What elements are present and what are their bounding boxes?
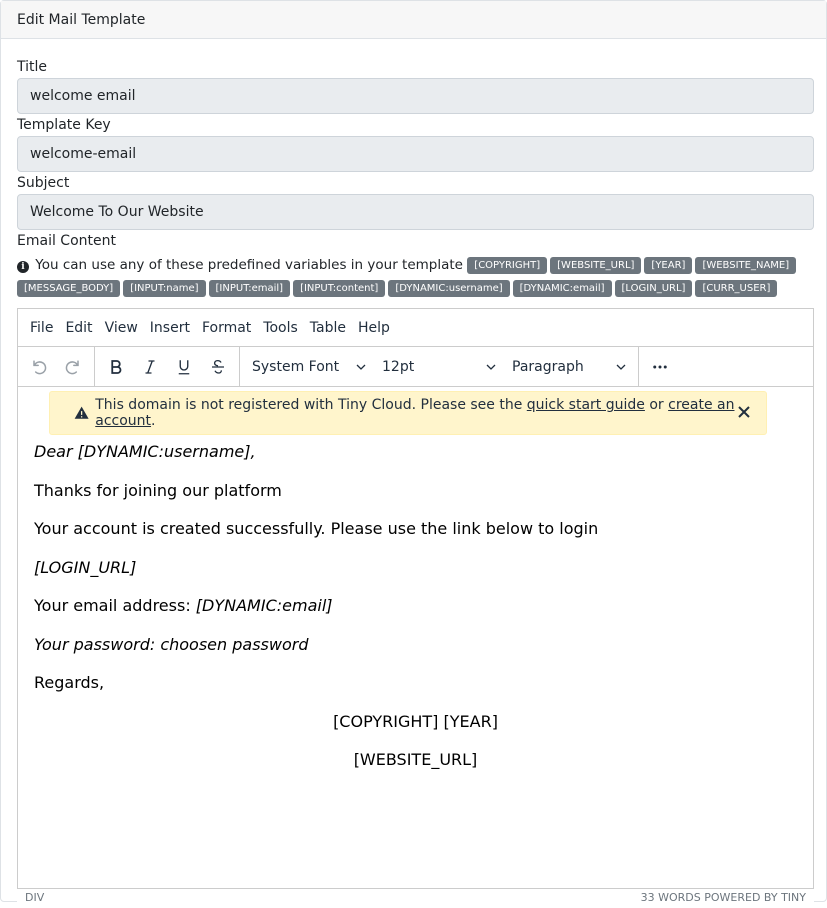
variable-badge: [DYNAMIC:email]	[513, 280, 612, 297]
rich-text-editor	[17, 308, 814, 908]
variable-badge: [INPUT:email]	[209, 280, 291, 297]
editor-menubar	[18, 309, 813, 347]
font-size-value: 12pt	[382, 358, 415, 375]
welcome-line: Thanks for joining our platform	[34, 480, 282, 500]
history-group	[18, 347, 95, 386]
font-family-value: System Font	[252, 358, 340, 375]
email-address-line	[34, 595, 797, 634]
bold-icon	[107, 358, 125, 376]
create-account-link[interactable]: create an account	[95, 397, 735, 429]
variable-badge: [WEBSITE_NAME]	[695, 257, 796, 274]
variables-info-text: You can use any of these predefined variables in your template	[35, 257, 463, 273]
editor-content-area[interactable]	[18, 387, 813, 892]
email-address-label: Your email address:	[34, 596, 196, 615]
variable-badge: [COPYRIGHT]	[467, 257, 547, 274]
menu-format[interactable]: Format	[201, 319, 252, 336]
font-size-select[interactable]	[374, 350, 504, 384]
variable-badge: [INPUT:name]	[123, 280, 205, 297]
title-label: Title	[17, 59, 48, 75]
notice-text	[95, 397, 766, 429]
element-path[interactable]: DIV	[25, 891, 45, 904]
block-format-value: Paragraph	[512, 358, 584, 375]
info-icon: i	[17, 261, 29, 273]
strikethrough-icon	[209, 358, 227, 376]
menu-tools[interactable]: Tools	[263, 319, 298, 336]
variable-badge: [LOGIN_URL]	[615, 280, 693, 297]
word-count-branding: 33 WORDS POWERED BY TINY	[640, 891, 806, 904]
account-created-line: Your account is created successfully. Please use the link below to login	[34, 519, 599, 538]
style-selects-group	[240, 347, 639, 386]
title-value: welcome email	[30, 88, 136, 104]
template-key-label: Template Key	[17, 117, 111, 133]
copyright-line: [COPYRIGHT] [YEAR]	[333, 711, 498, 731]
page-title: Edit Mail Template	[17, 11, 146, 28]
greeting-line: Dear [DYNAMIC:username],	[34, 442, 256, 461]
chevron-down-icon	[356, 362, 366, 372]
notice-text-before: This domain is not registered with Tiny Cloud. Please see the	[95, 397, 523, 413]
login-url-line: [LOGIN_URL]	[34, 557, 137, 577]
email-content-label: Email Content	[17, 233, 116, 249]
website-url-line: [WEBSITE_URL]	[353, 750, 478, 769]
card-header	[1, 1, 826, 39]
chevron-down-icon	[486, 362, 496, 372]
redo-button[interactable]	[56, 350, 90, 384]
bold-button[interactable]	[99, 350, 133, 384]
more-group	[639, 347, 681, 386]
menu-table[interactable]: Table	[309, 319, 346, 336]
formatting-group	[95, 347, 240, 386]
variables-help	[17, 254, 817, 300]
more-horizontal-icon	[651, 358, 669, 376]
more-button[interactable]	[643, 350, 677, 384]
subject-field[interactable]	[17, 194, 814, 230]
editor-statusbar	[17, 888, 814, 908]
email-variable: [DYNAMIC:email]	[195, 596, 333, 615]
font-family-select[interactable]	[244, 350, 374, 384]
underline-icon	[175, 358, 193, 376]
redo-icon	[63, 357, 83, 377]
template-key-field[interactable]	[17, 136, 814, 172]
menu-edit[interactable]: Edit	[65, 319, 93, 336]
variable-badge: [CURR_USER]	[695, 280, 777, 297]
subject-value: Welcome To Our Website	[30, 204, 204, 220]
password-line: Your password: choosen password	[34, 634, 309, 654]
menu-insert[interactable]: Insert	[149, 319, 190, 336]
warning-icon	[74, 405, 89, 421]
block-format-select[interactable]	[504, 350, 634, 384]
regards-line: Regards,	[34, 673, 105, 692]
email-document	[34, 441, 797, 788]
tiny-cloud-notice	[49, 391, 767, 435]
notice-text-after: .	[151, 413, 156, 429]
chevron-down-icon	[616, 362, 626, 372]
variable-badge: [INPUT:content]	[293, 280, 385, 297]
editor-toolbar	[18, 347, 813, 387]
notice-text-middle: or	[649, 397, 664, 413]
menu-file[interactable]: File	[30, 319, 54, 336]
template-key-value: welcome-email	[30, 146, 137, 162]
menu-help[interactable]: Help	[358, 319, 390, 336]
form-body	[1, 58, 826, 300]
variable-badge: [MESSAGE_BODY]	[17, 280, 120, 297]
variable-badge: [WEBSITE_URL]	[550, 257, 641, 274]
italic-button[interactable]	[133, 350, 167, 384]
variable-badge: [YEAR]	[644, 257, 692, 274]
subject-label: Subject	[17, 175, 70, 191]
menu-view[interactable]: View	[104, 319, 138, 336]
close-icon[interactable]	[736, 404, 752, 420]
quick-start-guide-link[interactable]: quick start guide	[526, 397, 645, 413]
underline-button[interactable]	[167, 350, 201, 384]
undo-icon	[29, 357, 49, 377]
undo-button[interactable]	[22, 350, 56, 384]
italic-icon	[141, 358, 159, 376]
title-field[interactable]	[17, 78, 814, 114]
strikethrough-button[interactable]	[201, 350, 235, 384]
variable-badge: [DYNAMIC:username]	[388, 280, 509, 297]
